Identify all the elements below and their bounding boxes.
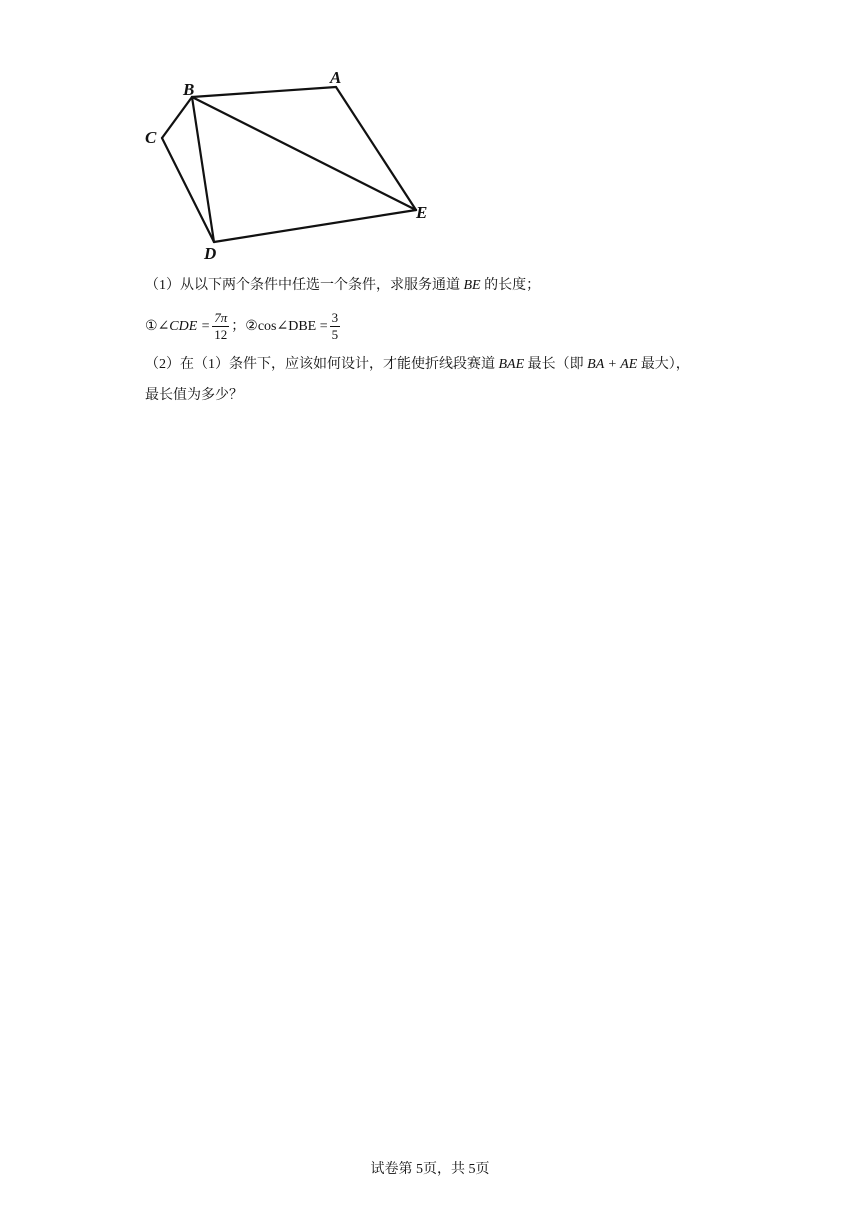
vertex-label-c: C bbox=[145, 128, 157, 147]
condition-2-marker: ② bbox=[245, 318, 258, 334]
condition-2-expression: cos∠DBE = bbox=[257, 318, 328, 334]
condition-separator: ； bbox=[231, 318, 246, 334]
condition-2-numerator: 3 bbox=[331, 310, 339, 325]
variable-ba-plus-ae: BA + AE bbox=[587, 357, 638, 372]
question-2-middle: 最长（即 bbox=[527, 357, 584, 372]
condition-1-denominator: 12 bbox=[214, 327, 228, 342]
condition-1-expression: ∠CDE = bbox=[157, 318, 211, 334]
question-1-prefix: （1）从以下两个条件中任选一个条件，求服务通道 bbox=[145, 278, 460, 293]
geometry-figure bbox=[140, 64, 450, 269]
edge-cb bbox=[162, 97, 192, 138]
question-2-line-2: 最长值为多少？ bbox=[145, 388, 243, 403]
variable-bae: BAE bbox=[498, 357, 525, 372]
condition-2-denominator: 5 bbox=[331, 327, 339, 342]
vertex-label-b: B bbox=[183, 80, 195, 99]
vertex-label-e: E bbox=[416, 203, 428, 222]
page-footer bbox=[0, 1160, 860, 1180]
question-2-prefix: （2）在（1）条件下，应该如何设计，才能使折线段赛道 bbox=[145, 357, 495, 372]
vertex-label-d: D bbox=[204, 244, 217, 263]
question-1 bbox=[145, 276, 540, 296]
question-2-suffix: 最大）， bbox=[640, 357, 690, 372]
condition-1-marker: ① bbox=[145, 318, 158, 334]
vertex-label-a: A bbox=[330, 68, 342, 87]
condition-2-fraction bbox=[330, 311, 341, 342]
page-number: 试卷第 5页，共 5页 bbox=[370, 1162, 490, 1177]
question-2 bbox=[145, 355, 690, 375]
edge-ae bbox=[336, 87, 416, 210]
edge-ed bbox=[214, 210, 416, 242]
condition-options bbox=[145, 311, 342, 345]
edge-be bbox=[192, 97, 416, 210]
variable-be: BE bbox=[463, 278, 481, 293]
question-1-suffix: 的长度； bbox=[484, 278, 541, 293]
pentagon-diagram bbox=[140, 64, 450, 269]
condition-1-fraction bbox=[212, 311, 229, 342]
condition-1-numerator: 7π bbox=[214, 310, 228, 325]
edge-ba bbox=[192, 87, 336, 97]
question-2-continued bbox=[145, 386, 243, 406]
